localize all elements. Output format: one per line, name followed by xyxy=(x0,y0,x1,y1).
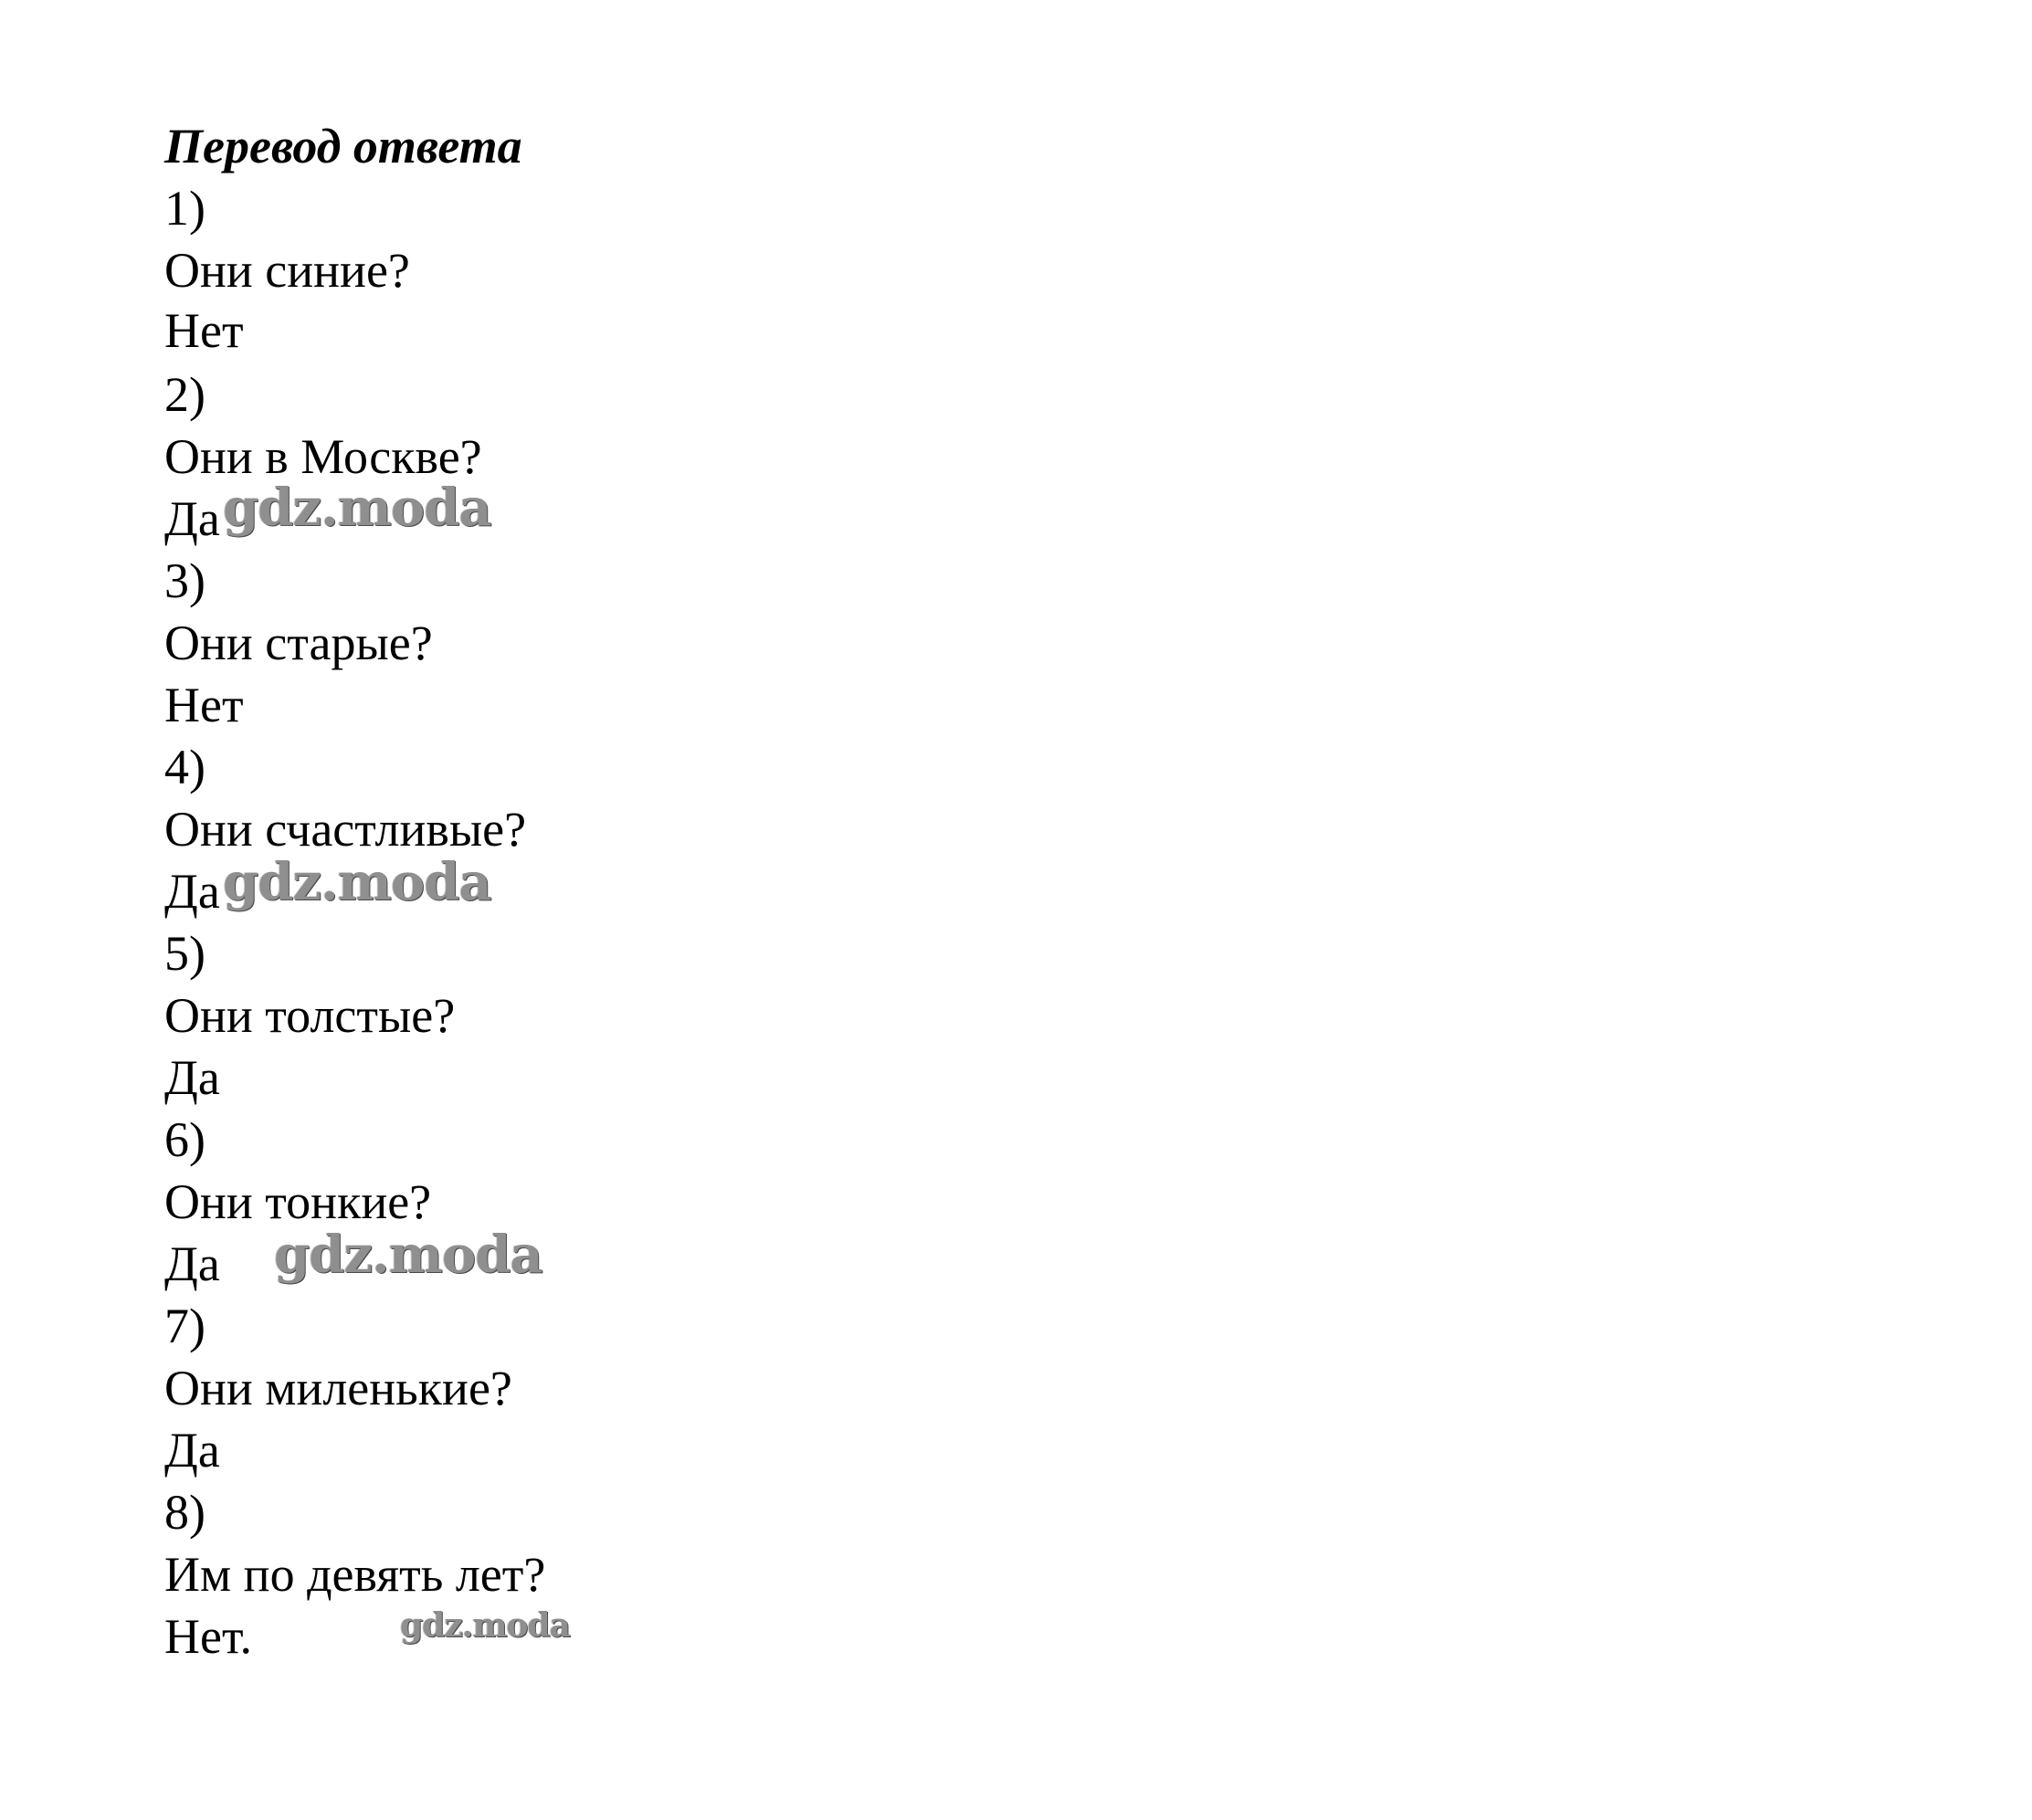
item-4-answer: Да xyxy=(164,864,220,919)
item-4-question: Они счастливые? xyxy=(164,802,527,857)
document-title: Перевод ответа xyxy=(164,119,522,174)
watermark-logo: gdz.moda xyxy=(223,478,491,538)
item-2-answer: Да xyxy=(164,491,220,546)
item-3-answer: Нет xyxy=(164,678,244,732)
watermark-logo: gdz.moda xyxy=(400,1606,570,1645)
watermark-logo: gdz.moda xyxy=(274,1225,542,1285)
item-4-number: 4) xyxy=(164,740,205,794)
item-6-answer: Да xyxy=(164,1236,220,1291)
item-5-number: 5) xyxy=(164,926,205,981)
item-7-number: 7) xyxy=(164,1299,205,1353)
item-8-number: 8) xyxy=(164,1485,205,1540)
item-8-question: Им по девять лет? xyxy=(164,1547,546,1602)
item-7-answer: Да xyxy=(164,1423,220,1478)
item-3-number: 3) xyxy=(164,553,205,608)
item-1-number: 1) xyxy=(164,181,205,236)
item-2-question: Они в Москве? xyxy=(164,429,482,484)
item-5-answer: Да xyxy=(164,1050,220,1105)
watermark-logo: gdz.moda xyxy=(223,852,491,912)
item-3-question: Они старые? xyxy=(164,615,433,670)
item-1-question: Они синие? xyxy=(164,243,410,298)
item-6-question: Они тонкие? xyxy=(164,1174,432,1229)
item-7-question: Они миленькие? xyxy=(164,1361,512,1415)
item-6-number: 6) xyxy=(164,1112,205,1167)
item-1-answer: Нет xyxy=(164,303,244,358)
item-8-answer: Нет. xyxy=(164,1609,253,1664)
item-2-number: 2) xyxy=(164,367,205,422)
item-5-question: Они толстые? xyxy=(164,988,456,1043)
